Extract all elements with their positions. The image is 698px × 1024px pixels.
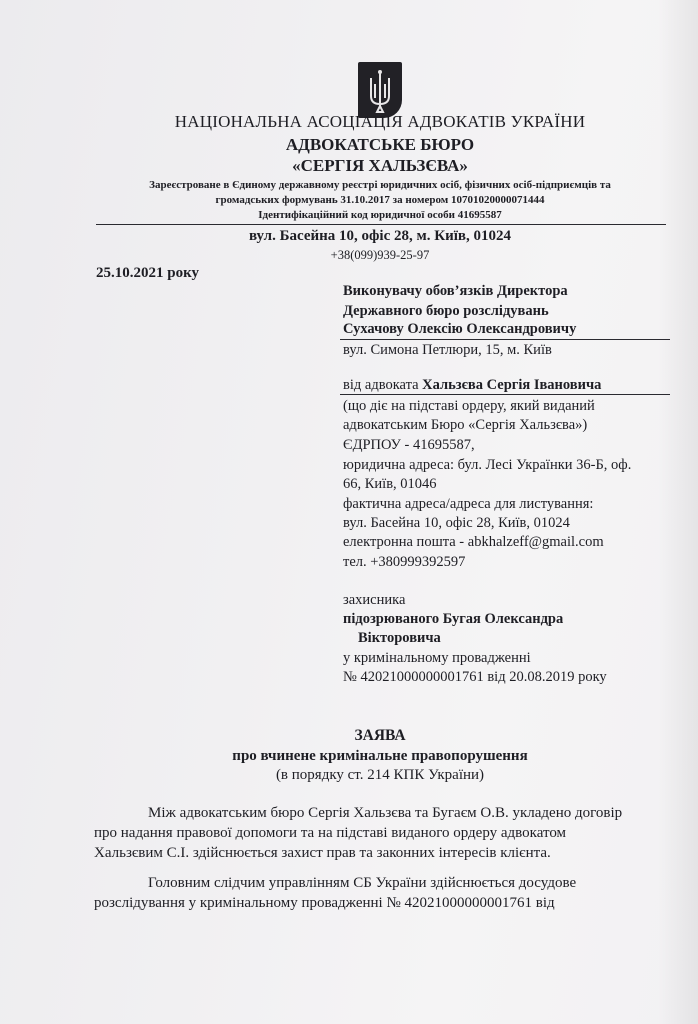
sender-detail: 66, Київ, 01046 [343, 476, 437, 492]
proceeding-label: у кримінальному провадженні [343, 650, 531, 666]
recipient-address: вул. Симона Петлюри, 15, м. Київ [343, 342, 552, 358]
body-paragraph-line: Головним слідчим управлінням СБ України здійснюється досудове [148, 875, 577, 891]
recipient-line: Державного бюро розслідувань [343, 303, 549, 319]
registration-line: Зареєстроване в Єдиному державному реєстрі юридичних осіб, фізичних осіб-підприємців та [149, 179, 611, 191]
statement-subtitle: про вчинене кримінальне правопорушення [232, 748, 528, 764]
sender-detail: ЄДРПОУ - 41695587, [343, 437, 475, 453]
sender-from-prefix: від адвоката [343, 377, 423, 393]
page-shadow [658, 0, 698, 1024]
sender-detail: фактична адреса/адреса для листування: [343, 496, 594, 512]
sender-name: Хальзєва Сергія Івановича [422, 377, 602, 393]
sender-email: електронна пошта - abkhalzeff@gmail.com [343, 534, 604, 550]
bureau-title: АДВОКАТСЬКЕ БЮРО [285, 135, 475, 154]
recipient-divider [340, 339, 670, 340]
bureau-name: «СЕРГІЯ ХАЛЬЗЄВА» [292, 156, 468, 175]
registration-line: Ідентифікаційний код юридичної особи 41695587 [258, 209, 502, 221]
sender-detail: (що діє на підставі ордеру, який виданий [343, 398, 595, 414]
recipient-line: Сухачову Олексію Олександровичу [343, 321, 577, 337]
statement-note: (в порядку ст. 214 КПК України) [275, 767, 485, 783]
sender-phone: тел. +380999392597 [343, 554, 466, 570]
registration-line: громадських формувань 31.10.2017 за номером 10701020000071444 [215, 194, 545, 206]
proceeding-number: № 42021000000001761 від 20.08.2019 року [343, 669, 607, 685]
sender-detail: вул. Басейна 10, офіс 28, Київ, 01024 [343, 515, 570, 531]
suspect-name-cont: Вікторовича [358, 630, 441, 646]
body-paragraph-line: розслідування у кримінальному провадженні № 42021000000001761 від [94, 895, 555, 911]
document-date: 25.10.2021 року [96, 265, 200, 281]
defender-role: захисника [343, 592, 406, 608]
bureau-phone: +38(099)939-25-97 [330, 248, 430, 262]
header-divider [96, 224, 666, 225]
org-name: НАЦІОНАЛЬНА АСОЦІАЦІЯ АДВОКАТІВ УКРАЇНИ [174, 112, 586, 131]
sender-detail: адвокатським Бюро «Сергія Хальзєва») [343, 417, 588, 433]
sender-divider [340, 394, 670, 395]
tryzub-shield-emblem-icon [358, 62, 402, 118]
sender-detail: юридична адреса: бул. Лесі Українки 36-Б, оф. [343, 457, 632, 473]
body-paragraph-line: Хальзєвим С.І. здійснюється захист прав та законних інтересів клієнта. [94, 845, 551, 861]
suspect-name: підозрюваного Бугая Олександра [343, 611, 564, 627]
bureau-address: вул. Басейна 10, офіс 28, м. Київ, 01024 [248, 228, 512, 244]
body-paragraph-line: про надання правової допомоги та на підставі виданого ордеру адвокатом [94, 825, 567, 841]
body-paragraph-line: Між адвокатським бюро Сергія Хальзєва та Бугаєм О.В. укладено договір [148, 805, 623, 821]
sender-from [343, 378, 601, 393]
recipient-line: Виконувачу обов’язків Директора [343, 283, 568, 299]
statement-title: ЗАЯВА [354, 727, 406, 744]
